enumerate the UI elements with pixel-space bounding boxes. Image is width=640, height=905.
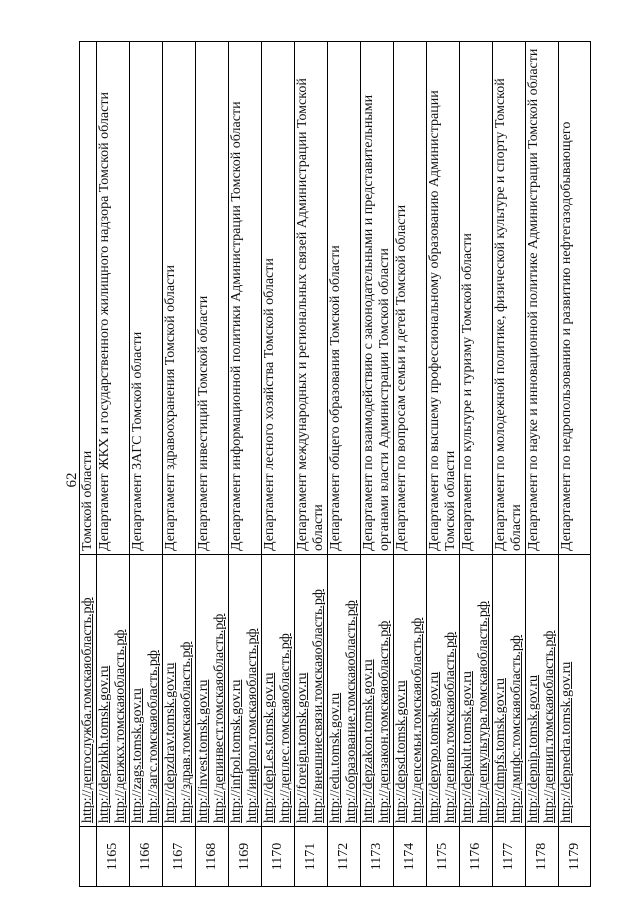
site-link-cyrillic[interactable]: http://депкультура.томскаяобласть.рф — [476, 601, 491, 823]
department-cell: Департамент ЗАГС Томской области — [130, 42, 163, 555]
url-cell — [394, 555, 427, 827]
row-number: 1172 — [328, 827, 361, 887]
site-link-latin[interactable]: http://depnip.tomsk.gov.ru — [526, 674, 541, 823]
row-number: 1179 — [559, 827, 591, 887]
url-cell — [97, 555, 130, 827]
department-cell: Департамент по взаимодействию с законодательными и представительными органами власти Администрации Томской области — [361, 42, 394, 555]
table-row — [262, 42, 295, 887]
row-number: 1166 — [130, 827, 163, 887]
url-cell — [460, 555, 493, 827]
site-link-latin[interactable]: http://dmpfs.tomsk.gov.ru — [493, 678, 508, 823]
site-link-latin[interactable]: http://depsd.tomsk.gov.ru — [394, 680, 409, 823]
site-link-latin[interactable]: http://depvpo.tomsk.gov.ru — [427, 671, 442, 823]
url-cell — [328, 555, 361, 827]
table-row — [460, 42, 493, 887]
site-link-cyrillic[interactable]: http://депнип.томскаяобласть.рф — [542, 630, 557, 823]
table-row — [97, 42, 130, 887]
site-link-latin[interactable]: http://infpol.tomsk.gov.ru — [229, 679, 244, 823]
table-row — [163, 42, 196, 887]
table-row — [295, 42, 328, 887]
site-link-latin[interactable]: http://zags.tomsk.gov.ru — [130, 688, 145, 823]
table-row-continued — [80, 42, 97, 887]
department-cell: Департамент по молодежной политике, физической культуре и спорту Томской области — [493, 42, 526, 555]
site-link-cyrillic[interactable]: http://депвпо.томскаяобласть.рф — [443, 631, 458, 823]
site-link-latin[interactable]: http://invest.tomsk.gov.ru — [196, 679, 211, 823]
row-number: 1176 — [460, 827, 493, 887]
site-link-cyrillic[interactable]: http://внешниесвязи.томскаяобласть.рф — [311, 589, 326, 823]
site-link-latin[interactable]: http://depzhkh.tomsk.gov.ru — [97, 665, 112, 823]
row-number: 1169 — [229, 827, 262, 887]
department-cell: Департамент общего образования Томской области — [328, 42, 361, 555]
url-cell — [427, 555, 460, 827]
table-row — [328, 42, 361, 887]
url-cell — [493, 555, 526, 827]
table-row — [361, 42, 394, 887]
site-link-cyrillic[interactable]: http://образование.томскаяобласть.рф — [344, 600, 359, 823]
site-link-cyrillic[interactable]: http://депзакон.томскаяобласть.рф — [377, 620, 392, 823]
table-row — [229, 42, 262, 887]
url-cell — [295, 555, 328, 827]
row-number: 1175 — [427, 827, 460, 887]
site-link-cyrillic[interactable]: http://депсемьи.томскаяобласть.рф — [410, 617, 425, 823]
department-cell: Департамент инвестиций Томской области — [196, 42, 229, 555]
site-link-latin[interactable]: http://depLes.tomsk.gov.ru — [262, 672, 277, 823]
site-link-cyrillic[interactable]: http://инфпол.томскаяобласть.рф — [245, 628, 260, 823]
url-cell — [80, 555, 97, 827]
site-link-cyrillic[interactable]: http://здрав.томскаяобласть.рф — [179, 641, 194, 823]
department-cell: Департамент ЖКХ и государственного жилищного надзора Томской области — [97, 42, 130, 555]
department-cell: Департамент лесного хозяйства Томской области — [262, 42, 295, 555]
site-link-cyrillic[interactable]: http://дмпфс.томскаяобласть.рф — [509, 635, 524, 823]
department-cell: Департамент по культуре и туризму Томской области — [460, 42, 493, 555]
site-link-cyrillic[interactable]: http://деплес.томскаяобласть.рф — [278, 633, 293, 823]
row-number: 1177 — [493, 827, 526, 887]
site-link-latin[interactable]: http://depzakon.tomsk.gov.ru — [361, 659, 376, 823]
row-number: 1168 — [196, 827, 229, 887]
url-cell — [163, 555, 196, 827]
table-row — [394, 42, 427, 887]
site-link-latin[interactable]: http://depnedra.tomsk.gov.ru — [559, 661, 574, 823]
url-cell — [229, 555, 262, 827]
site-link[interactable]: http://депгослужба.томскаяобласть.рф — [80, 597, 95, 823]
site-link-latin[interactable]: http://depzdrav.tomsk.gov.ru — [163, 662, 178, 823]
row-number: 1165 — [97, 827, 130, 887]
site-link-latin[interactable]: http://foreign.tomsk.gov.ru — [295, 672, 310, 823]
department-cell: Томской области — [80, 42, 97, 555]
department-cell: Департамент здравоохранения Томской области — [163, 42, 196, 555]
url-cell — [361, 555, 394, 827]
site-link-cyrillic[interactable]: http://депинвест.томскаяобласть.рф — [212, 613, 227, 823]
url-cell — [559, 555, 591, 827]
department-cell: Департамент по вопросам семьи и детей Томской области — [394, 42, 427, 555]
url-cell — [130, 555, 163, 827]
table-row — [427, 42, 460, 887]
table-row — [559, 42, 591, 887]
site-link-cyrillic[interactable]: http://загс.томскаяобласть.рф — [146, 650, 161, 823]
department-cell: Департамент по недропользованию и развитию нефтегазодобывающего — [559, 42, 591, 555]
websites-table — [79, 41, 591, 887]
site-link-cyrillic[interactable]: http://депжкх.томскаяобласть.рф — [113, 629, 128, 823]
row-number: 1171 — [295, 827, 328, 887]
site-link-latin[interactable]: http://edu.tomsk.gov.ru — [328, 692, 343, 823]
department-cell: Департамент по науке и инновационной политике Администрации Томской области — [526, 42, 559, 555]
department-cell: Департамент международных и региональных связей Администрации Томской области — [295, 42, 328, 555]
row-number: 1167 — [163, 827, 196, 887]
row-number: 1173 — [361, 827, 394, 887]
row-number-cell — [80, 827, 97, 887]
site-link-latin[interactable]: http://depkult.tomsk.gov.ru — [460, 671, 475, 823]
page-number: 62 — [64, 472, 80, 488]
row-number: 1170 — [262, 827, 295, 887]
table-row — [493, 42, 526, 887]
table-row — [130, 42, 163, 887]
url-cell — [262, 555, 295, 827]
table-row — [526, 42, 559, 887]
row-number: 1174 — [394, 827, 427, 887]
table-row — [196, 42, 229, 887]
rotated-table-container — [79, 42, 616, 887]
department-cell: Департамент по высшему профессиональному образованию Администрации Томской области — [427, 42, 460, 555]
url-cell — [526, 555, 559, 827]
department-cell: Департамент информационной политики Администрации Томской области — [229, 42, 262, 555]
url-cell — [196, 555, 229, 827]
row-number: 1178 — [526, 827, 559, 887]
